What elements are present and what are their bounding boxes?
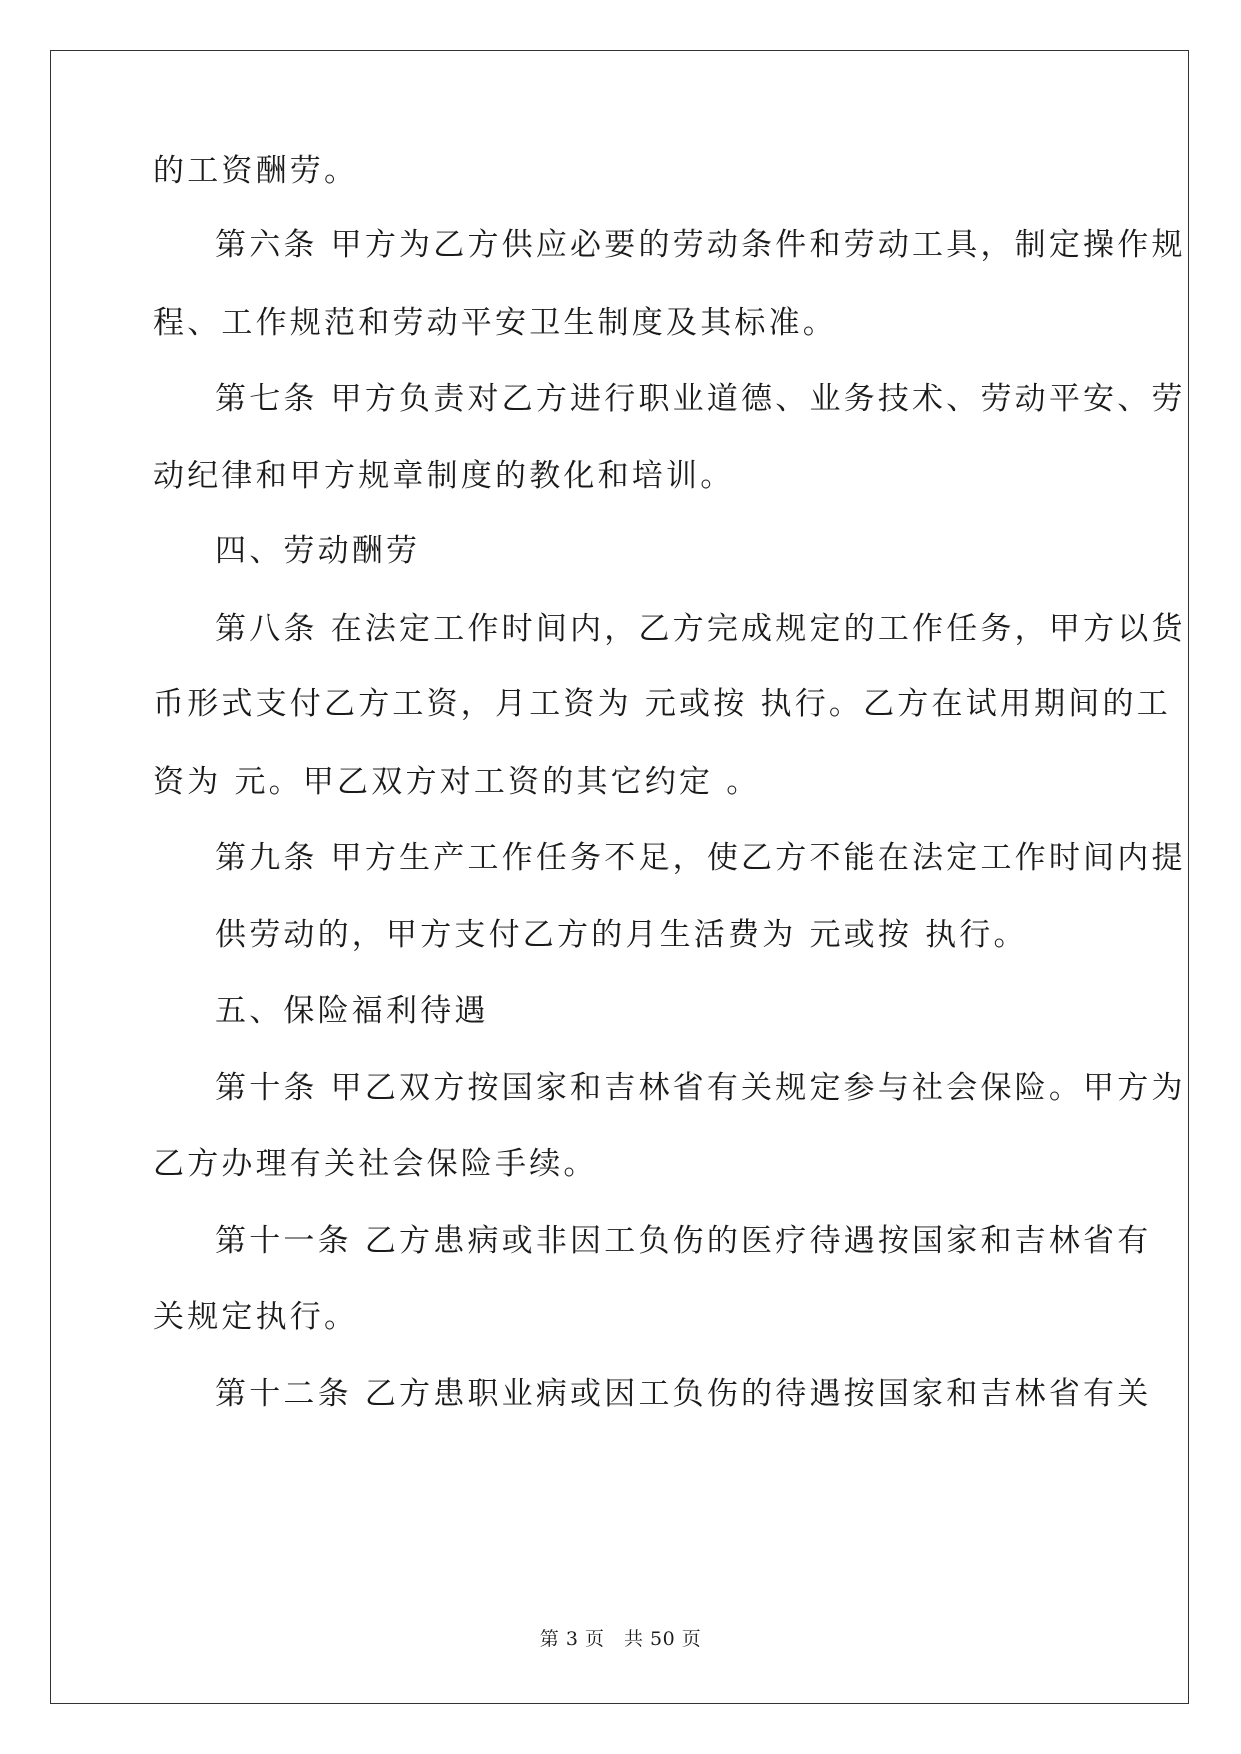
text-line: 动纪律和甲方规章制度的教化和培训。 [153, 458, 735, 494]
text-line: 第十一条 乙方患病或非因工负伤的医疗待遇按国家和吉林省有 [215, 1223, 1152, 1259]
text-line: 第七条 甲方负责对乙方进行职业道德、业务技术、劳动平安、劳 [215, 381, 1186, 417]
text-line: 的工资酬劳。 [153, 153, 359, 189]
text-line: 币形式支付乙方工资，月工资为 元或按 执行。乙方在试用期间的工 [153, 686, 1171, 722]
text-line: 第八条 在法定工作时间内，乙方完成规定的工作任务，甲方以货 [215, 611, 1186, 647]
text-line: 资为 元。甲乙双方对工资的其它约定 。 [153, 764, 761, 800]
page-number: 第 3 页 共 50 页 [539, 1628, 702, 1650]
text-line: 第十二条 乙方患职业病或因工负伤的待遇按国家和吉林省有关 [215, 1376, 1152, 1412]
section-heading: 四、劳动酬劳 [215, 533, 421, 569]
section-heading: 五、保险福利待遇 [215, 993, 489, 1029]
text-line: 第六条 甲方为乙方供应必要的劳动条件和劳动工具，制定操作规 [215, 227, 1186, 263]
text-line: 关规定执行。 [153, 1299, 359, 1335]
text-line: 供劳动的，甲方支付乙方的月生活费为 元或按 执行。 [215, 917, 1028, 953]
text-line: 程、工作规范和劳动平安卫生制度及其标准。 [153, 305, 837, 341]
text-line: 乙方办理有关社会保险手续。 [153, 1146, 598, 1182]
text-line: 第十条 甲乙双方按国家和吉林省有关规定参与社会保险。甲方为 [215, 1070, 1186, 1106]
text-line: 第九条 甲方生产工作任务不足，使乙方不能在法定工作时间内提 [215, 840, 1186, 876]
